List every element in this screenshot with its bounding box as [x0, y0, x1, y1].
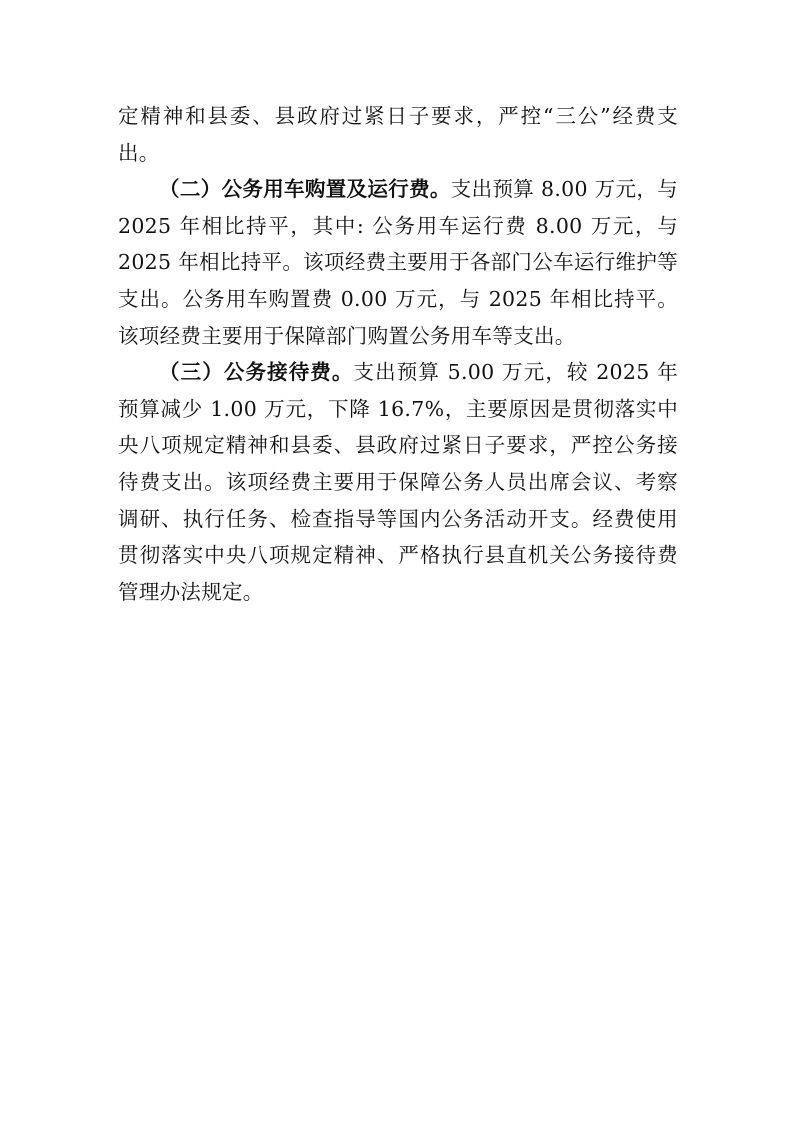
paragraph-text: 定精神和县委、县政府过紧日子要求，严控“三公”经费支出。 [118, 104, 678, 165]
paragraph-text: 支出预算 8.00 万元，与 2025 年相比持平，其中: 公务用车运行费 8.00 万元，与 2025 年相比持平。该项经费主要用于各部门公车运行维护等支出。公务用车购置费 0.00 万元，与 2025 年相比持平。该项经费主要用于保障部门购置公务用车等支出。 [118, 177, 678, 348]
section-heading-vehicle: （二）公务用车购置及运行费。 [159, 177, 451, 202]
paragraph-text: 支出预算 5.00 万元，较 2025 年预算减少 1.00 万元，下降 16.7%，主要原因是贯彻落实中央八项规定精神和县委、县政府过紧日子要求，严控公务接待费支出。该项经费主要用于保障公务人员出席会议、考察调研、执行任务、检查指导等国内公务活动开支。经费使用贯彻落实中央八项规定精神、严格执行县直机关公务接待费管理办法规定。 [118, 360, 679, 604]
section-heading-reception: （三）公务接待费。 [159, 360, 354, 385]
paragraph-reception-costs [118, 354, 678, 610]
document-page [118, 98, 678, 610]
paragraph-vehicle-costs [118, 171, 678, 354]
paragraph-continuation [118, 98, 678, 171]
